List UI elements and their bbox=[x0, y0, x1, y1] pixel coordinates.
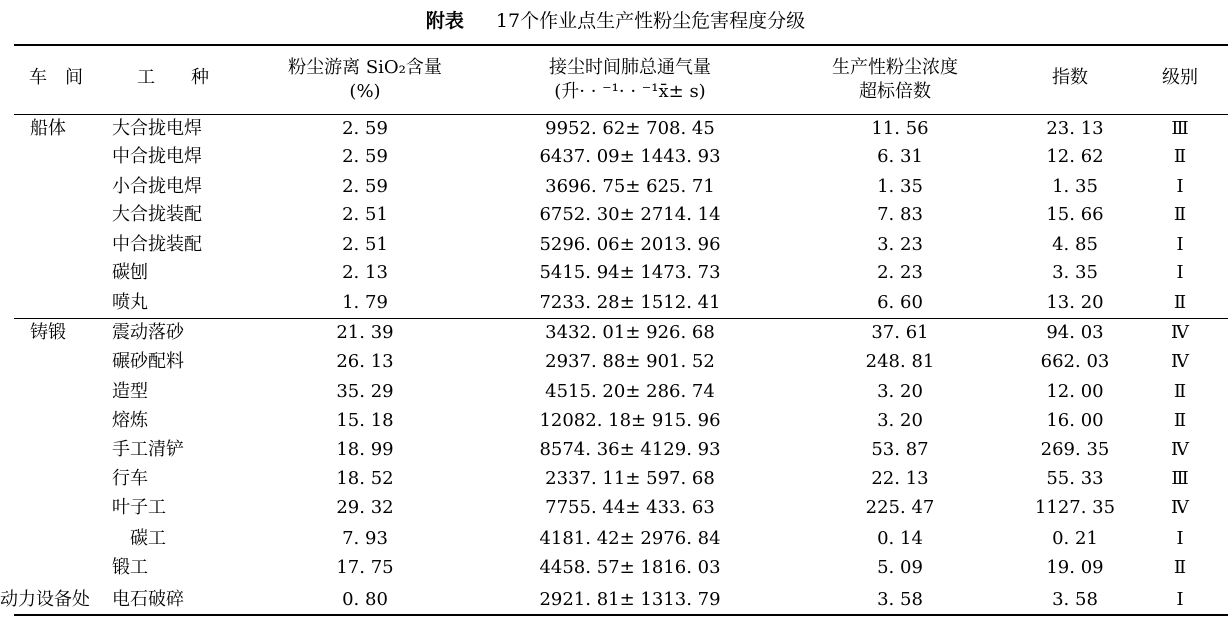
cell-sio2: 18. 52 bbox=[336, 468, 394, 489]
cell-index: 3. 35 bbox=[1052, 262, 1098, 283]
cell-job: 中合拢电焊 bbox=[112, 146, 202, 167]
cell-index: 19. 09 bbox=[1046, 557, 1104, 578]
cell-ventilation: 6437. 09± 1443. 93 bbox=[539, 146, 721, 167]
cell-index: 23. 13 bbox=[1046, 118, 1104, 139]
cell-grade: Ⅱ bbox=[1173, 381, 1187, 402]
cell-grade: Ⅰ bbox=[1176, 262, 1184, 283]
cell-ventilation: 2337. 11± 597. 68 bbox=[545, 468, 715, 489]
header-ventilation bbox=[510, 56, 750, 104]
cell-grade: Ⅳ bbox=[1171, 322, 1189, 343]
cell-sio2: 15. 18 bbox=[336, 410, 394, 431]
section-rule bbox=[14, 318, 1228, 319]
cell-ventilation: 3432. 01± 926. 68 bbox=[545, 322, 715, 343]
cell-grade: Ⅰ bbox=[1176, 176, 1184, 197]
cell-sio2: 7. 93 bbox=[342, 528, 388, 549]
cell-concentration: 248. 81 bbox=[865, 351, 935, 372]
cell-sio2: 2. 59 bbox=[342, 176, 388, 197]
cell-grade: Ⅲ bbox=[1171, 468, 1189, 489]
header-index: 指数 bbox=[1052, 67, 1088, 88]
header-grade: 级别 bbox=[1162, 67, 1198, 88]
cell-index: 662. 03 bbox=[1040, 351, 1110, 372]
cell-job: 大合拢电焊 bbox=[112, 118, 202, 139]
cell-concentration: 22. 13 bbox=[871, 468, 929, 489]
cell-sio2: 1. 79 bbox=[342, 292, 388, 313]
cell-job: 锻工 bbox=[112, 557, 148, 578]
cell-job: 叶子工 bbox=[112, 497, 166, 518]
cell-concentration: 1. 35 bbox=[877, 176, 923, 197]
cell-job: 造型 bbox=[112, 381, 148, 402]
cell-concentration: 3. 23 bbox=[877, 234, 923, 255]
header-sio2-line1: 粉尘游离 SiO₂含量 bbox=[288, 57, 442, 78]
cell-ventilation: 5415. 94± 1473. 73 bbox=[539, 262, 721, 283]
table-title-label: 附表 bbox=[425, 10, 464, 32]
cell-sio2: 17. 75 bbox=[336, 557, 394, 578]
cell-concentration: 53. 87 bbox=[871, 439, 929, 460]
cell-concentration: 0. 14 bbox=[877, 528, 923, 549]
cell-sio2: 26. 13 bbox=[336, 351, 394, 372]
header-concentration-line1: 生产性粉尘浓度 bbox=[832, 57, 958, 78]
cell-job: 碳刨 bbox=[112, 262, 148, 283]
cell-concentration: 3. 58 bbox=[877, 589, 923, 610]
cell-sio2: 18. 99 bbox=[336, 439, 394, 460]
header-ventilation-line2: (升· · ⁻¹· · ⁻¹x̄± s) bbox=[554, 81, 706, 102]
cell-sio2: 2. 13 bbox=[342, 262, 388, 283]
bottom-rule bbox=[14, 614, 1228, 616]
cell-grade: Ⅱ bbox=[1173, 410, 1187, 431]
cell-grade: Ⅰ bbox=[1176, 234, 1184, 255]
cell-ventilation: 2937. 88± 901. 52 bbox=[545, 351, 715, 372]
cell-job: 熔炼 bbox=[112, 410, 148, 431]
cell-grade: Ⅰ bbox=[1176, 528, 1184, 549]
cell-job: 行车 bbox=[112, 468, 148, 489]
cell-grade: Ⅲ bbox=[1171, 118, 1189, 139]
cell-index: 12. 00 bbox=[1046, 381, 1104, 402]
cell-ventilation: 4458. 57± 1816. 03 bbox=[539, 557, 721, 578]
cell-grade: Ⅱ bbox=[1173, 292, 1187, 313]
cell-job: 中合拢装配 bbox=[112, 234, 202, 255]
cell-index: 1. 35 bbox=[1052, 176, 1098, 197]
header-ventilation-line1: 接尘时间肺总通气量 bbox=[549, 57, 711, 78]
cell-concentration: 225. 47 bbox=[865, 497, 935, 518]
cell-index: 12. 62 bbox=[1046, 146, 1104, 167]
cell-index: 0. 21 bbox=[1052, 528, 1098, 549]
header-workshop: 车 间 bbox=[29, 67, 83, 88]
cell-sio2: 2. 51 bbox=[342, 204, 388, 225]
cell-sio2: 2. 59 bbox=[342, 146, 388, 167]
cell-concentration: 5. 09 bbox=[877, 557, 923, 578]
cell-sio2: 2. 51 bbox=[342, 234, 388, 255]
cell-grade: Ⅳ bbox=[1171, 497, 1189, 518]
cell-ventilation: 12082. 18± 915. 96 bbox=[539, 410, 721, 431]
cell-index: 4. 85 bbox=[1052, 234, 1098, 255]
cell-job: 小合拢电焊 bbox=[112, 176, 202, 197]
top-rule bbox=[14, 44, 1228, 46]
cell-grade: Ⅳ bbox=[1171, 439, 1189, 460]
cell-index: 269. 35 bbox=[1040, 439, 1110, 460]
cell-sio2: 2. 59 bbox=[342, 118, 388, 139]
cell-job: 喷丸 bbox=[112, 292, 148, 313]
cell-workshop: 船体 bbox=[30, 118, 66, 139]
cell-ventilation: 7233. 28± 1512. 41 bbox=[539, 292, 721, 313]
cell-ventilation: 4181. 42± 2976. 84 bbox=[539, 528, 721, 549]
cell-grade: Ⅳ bbox=[1171, 351, 1189, 372]
cell-index: 15. 66 bbox=[1046, 204, 1104, 225]
cell-grade: Ⅱ bbox=[1173, 204, 1187, 225]
cell-job: 大合拢装配 bbox=[112, 204, 202, 225]
cell-workshop: 动力设备处 bbox=[0, 589, 90, 610]
cell-sio2: 35. 29 bbox=[336, 381, 394, 402]
cell-ventilation: 8574. 36± 4129. 93 bbox=[539, 439, 721, 460]
header-concentration-line2: 超标倍数 bbox=[859, 81, 931, 102]
cell-ventilation: 9952. 62± 708. 45 bbox=[545, 118, 715, 139]
table-title bbox=[0, 6, 1231, 33]
cell-ventilation: 6752. 30± 2714. 14 bbox=[539, 204, 721, 225]
table-title-text: 17个作业点生产性粉尘危害程度分级 bbox=[495, 10, 806, 32]
header-concentration bbox=[800, 56, 990, 104]
cell-job: 手工清铲 bbox=[112, 439, 184, 460]
header-job: 工 种 bbox=[137, 67, 209, 88]
cell-index: 16. 00 bbox=[1046, 410, 1104, 431]
cell-job: 电石破碎 bbox=[112, 589, 184, 610]
cell-ventilation: 4515. 20± 286. 74 bbox=[545, 381, 715, 402]
cell-concentration: 6. 60 bbox=[877, 292, 923, 313]
cell-job: 震动落砂 bbox=[112, 322, 184, 343]
cell-grade: Ⅱ bbox=[1173, 557, 1187, 578]
cell-grade: Ⅱ bbox=[1173, 146, 1187, 167]
cell-concentration: 37. 61 bbox=[871, 322, 929, 343]
cell-workshop: 铸锻 bbox=[30, 322, 66, 343]
cell-job: 碾砂配料 bbox=[112, 351, 184, 372]
cell-ventilation: 2921. 81± 1313. 79 bbox=[539, 589, 721, 610]
cell-concentration: 11. 56 bbox=[871, 118, 929, 139]
cell-ventilation: 5296. 06± 2013. 96 bbox=[539, 234, 721, 255]
cell-job: 碳工 bbox=[112, 528, 166, 549]
cell-index: 94. 03 bbox=[1046, 322, 1104, 343]
header-sio2-line2: (%) bbox=[349, 81, 381, 102]
cell-sio2: 21. 39 bbox=[336, 322, 394, 343]
cell-concentration: 3. 20 bbox=[877, 410, 923, 431]
cell-index: 3. 58 bbox=[1052, 589, 1098, 610]
cell-grade: Ⅰ bbox=[1176, 589, 1184, 610]
cell-ventilation: 3696. 75± 625. 71 bbox=[545, 176, 715, 197]
header-rule bbox=[14, 114, 1228, 115]
cell-index: 1127. 35 bbox=[1034, 497, 1116, 518]
cell-index: 13. 20 bbox=[1046, 292, 1104, 313]
cell-concentration: 2. 23 bbox=[877, 262, 923, 283]
cell-concentration: 3. 20 bbox=[877, 381, 923, 402]
cell-concentration: 7. 83 bbox=[877, 204, 923, 225]
cell-sio2: 0. 80 bbox=[342, 589, 388, 610]
cell-sio2: 29. 32 bbox=[336, 497, 394, 518]
cell-ventilation: 7755. 44± 433. 63 bbox=[545, 497, 715, 518]
header-sio2 bbox=[255, 56, 475, 104]
cell-index: 55. 33 bbox=[1046, 468, 1104, 489]
cell-concentration: 6. 31 bbox=[877, 146, 923, 167]
